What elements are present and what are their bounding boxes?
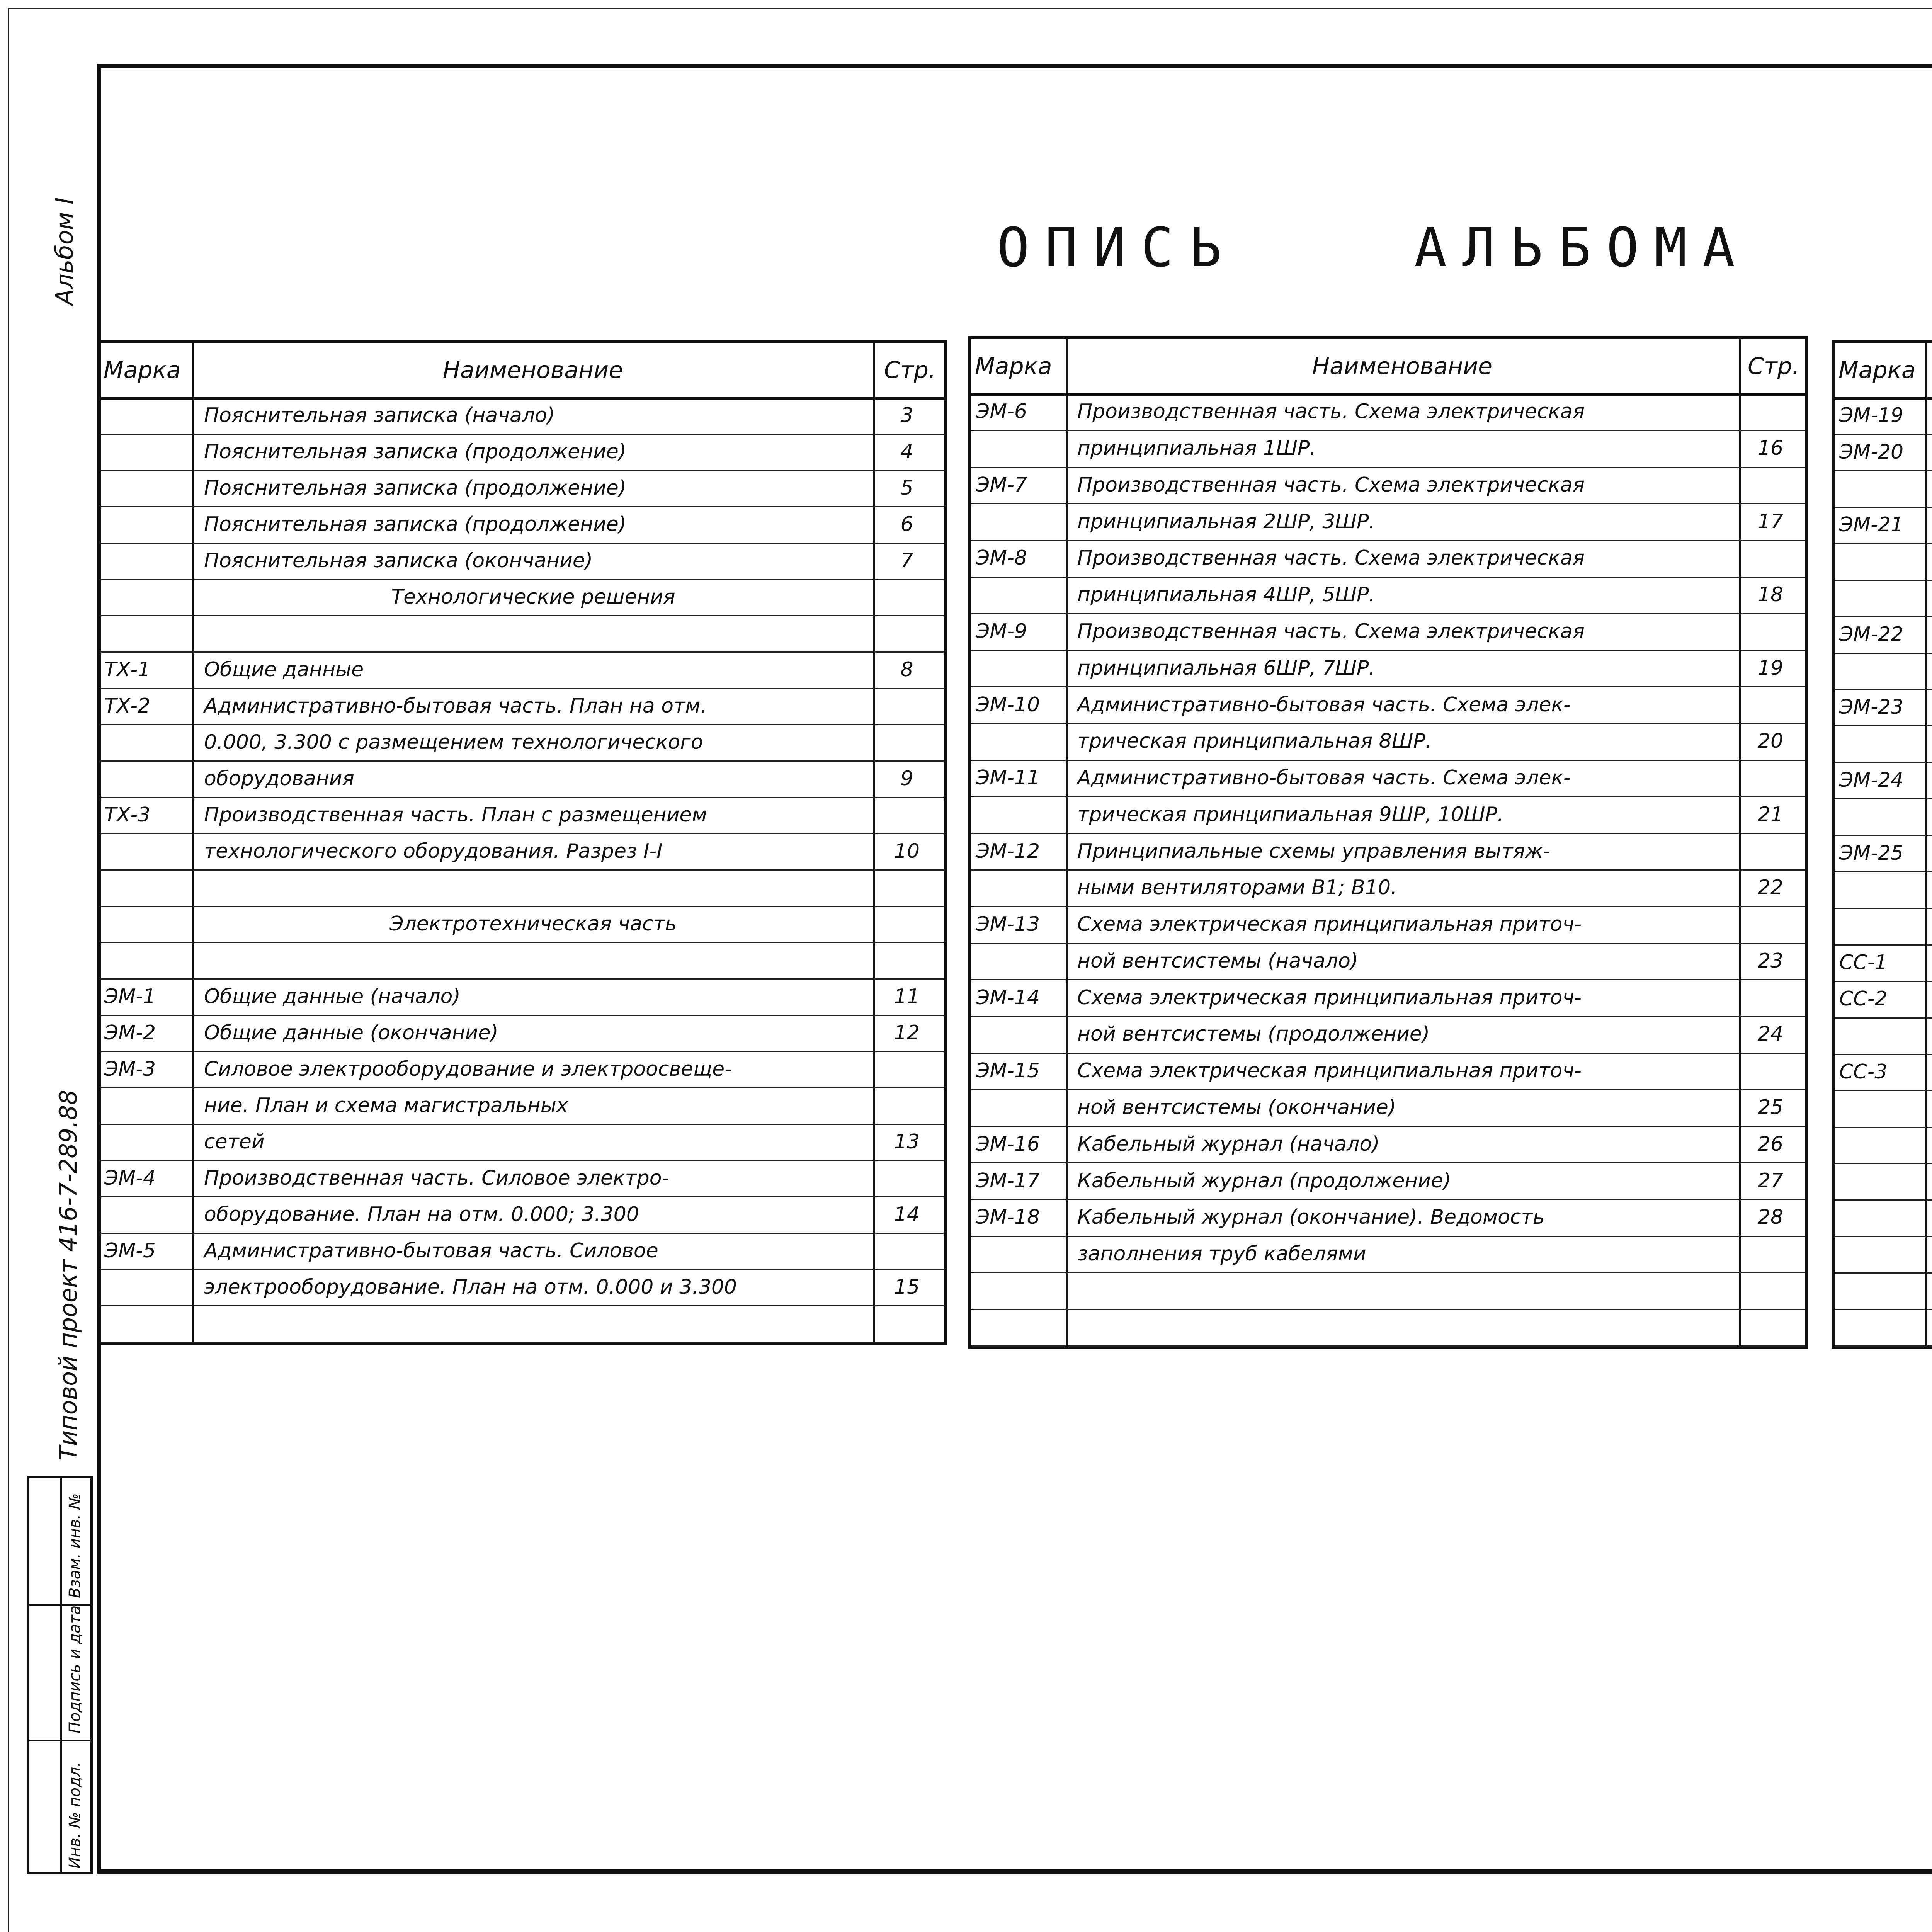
row-mark xyxy=(976,943,1063,979)
row-title: Производственная часть. Схема электрическая xyxy=(1077,546,1585,570)
row-page xyxy=(1736,467,1805,503)
row-title: ние. План и схема магистральных xyxy=(204,1094,568,1117)
page-title xyxy=(997,216,1770,286)
row-mark xyxy=(1839,1236,1922,1272)
row-mark xyxy=(1839,580,1922,616)
row-mark: ЭМ-17 xyxy=(976,1169,1040,1192)
row-page xyxy=(870,616,944,651)
row-title: принципиальная 6ШР, 7ШР. xyxy=(1077,656,1375,680)
row-mark xyxy=(1839,1273,1922,1308)
row-mark xyxy=(1839,799,1922,834)
row-title: Административно-бытовая часть. Схема элек- xyxy=(1077,693,1571,716)
row-mark xyxy=(104,724,189,760)
row-page: 7 xyxy=(900,549,913,572)
row-title: Общие данные xyxy=(204,658,364,681)
row-mark xyxy=(976,430,1063,466)
row-title: ными вентиляторами В1; В10. xyxy=(1077,876,1397,900)
header-name xyxy=(1925,352,1932,388)
row-mark xyxy=(1839,471,1922,506)
row-mark: ЭМ-13 xyxy=(976,913,1040,936)
row-mark xyxy=(1839,1127,1922,1163)
row-mark xyxy=(104,1306,189,1341)
approval-stamp xyxy=(27,1476,93,1874)
row-page xyxy=(870,724,944,760)
row-title: Пояснительная записка (окончание) xyxy=(204,549,593,572)
row-title: Пояснительная записка (продолжение) xyxy=(204,513,627,536)
row-page xyxy=(870,1233,944,1269)
row-mark xyxy=(976,797,1063,832)
row-page xyxy=(1736,1273,1805,1308)
row-title: Электротехническая часть xyxy=(389,912,677,935)
row-title: Технологические решения xyxy=(391,585,675,609)
row-page: 8 xyxy=(900,658,913,681)
row-page: 9 xyxy=(900,767,913,790)
row-page xyxy=(1736,833,1805,869)
row-mark: ЭМ-16 xyxy=(976,1132,1040,1156)
row-page xyxy=(870,906,944,942)
row-title: Административно-бытовая часть. Силовое xyxy=(204,1239,658,1262)
row-mark: ЭМ-25 xyxy=(1839,841,1904,865)
row-page: 5 xyxy=(900,476,913,500)
row-title: Производственная часть. Схема электрическая xyxy=(1077,473,1585,497)
row-title: электрооборудование. План на отм. 0.000 и 3.300 xyxy=(204,1276,737,1299)
row-page: 4 xyxy=(900,440,913,463)
row-page: 28 xyxy=(1757,1206,1784,1229)
row-page xyxy=(870,1088,944,1123)
row-title: трическая принципиальная 8ШР. xyxy=(1077,730,1432,753)
row-mark xyxy=(104,833,189,869)
row-mark: ЭМ-4 xyxy=(104,1167,156,1190)
row-page xyxy=(1736,614,1805,649)
row-mark xyxy=(104,1124,189,1160)
row-page xyxy=(870,870,944,905)
row-mark: ЭМ-7 xyxy=(976,473,1027,497)
row-mark xyxy=(1839,653,1922,689)
row-mark: ТХ-2 xyxy=(104,694,151,718)
row-page xyxy=(1736,540,1805,576)
row-title: Производственная часть. План с размещением xyxy=(204,803,707,827)
row-mark xyxy=(1839,1310,1922,1345)
row-title xyxy=(204,1306,862,1341)
row-page: 20 xyxy=(1757,730,1784,753)
stamp-label-sign: Подпись и дата xyxy=(66,1605,84,1733)
row-mark: ЭМ-18 xyxy=(976,1206,1040,1229)
row-title xyxy=(204,942,862,978)
index-table-1 xyxy=(97,340,947,1345)
row-mark: ЭМ-3 xyxy=(104,1058,156,1081)
row-mark xyxy=(976,1236,1063,1272)
row-title: 0.000, 3.300 с размещением технологического xyxy=(204,731,703,754)
row-page: 11 xyxy=(894,985,920,1008)
row-mark: ТХ-1 xyxy=(104,658,151,681)
row-title: Пояснительная записка (продолжение) xyxy=(204,476,627,500)
row-page: 15 xyxy=(894,1276,920,1299)
row-page xyxy=(1736,1236,1805,1272)
row-mark xyxy=(104,434,189,469)
row-mark: ЭМ-12 xyxy=(976,839,1040,863)
row-mark xyxy=(976,1016,1063,1052)
title-word-2: АЛЬБОМА xyxy=(1414,216,1751,279)
row-mark: ЭМ-9 xyxy=(976,620,1027,643)
row-title: Производственная часть. Силовое электро- xyxy=(204,1167,669,1190)
title-word-1: ОПИСЬ xyxy=(997,216,1237,279)
row-page: 19 xyxy=(1757,656,1784,680)
row-title: ной вентсистемы (окончание) xyxy=(1077,1096,1396,1119)
row-title: принципиальная 2ШР, 3ШР. xyxy=(1077,510,1375,533)
row-page: 25 xyxy=(1757,1096,1784,1119)
row-title: Производственная часть. Схема электрическая xyxy=(1077,400,1585,423)
row-title: Схема электрическая принципиальная приточ- xyxy=(1077,1059,1582,1083)
row-mark xyxy=(104,507,189,542)
row-title: принципиальная 1ШР. xyxy=(1077,437,1316,460)
row-mark: ЭМ-8 xyxy=(976,546,1027,570)
row-title xyxy=(1077,1310,1728,1345)
row-title: Силовое электрооборудование и электроосвеще- xyxy=(204,1058,732,1081)
row-page: 14 xyxy=(894,1203,920,1226)
row-page: 21 xyxy=(1757,803,1784,826)
row-page xyxy=(1736,760,1805,796)
header-marka: Марка xyxy=(1838,357,1916,384)
row-title: заполнения труб кабелями xyxy=(1077,1242,1366,1266)
row-mark xyxy=(1839,908,1922,944)
row-mark: СС-3 xyxy=(1839,1060,1888,1084)
row-mark: ЭМ-15 xyxy=(976,1059,1040,1083)
row-title: Кабельный журнал (окончание). Ведомость xyxy=(1077,1206,1545,1229)
row-page xyxy=(870,942,944,978)
row-title: Схема электрическая принципиальная приточ- xyxy=(1077,913,1582,936)
row-mark xyxy=(1839,1091,1922,1126)
row-mark: ЭМ-19 xyxy=(1839,404,1904,427)
row-page xyxy=(1736,1053,1805,1088)
row-page: 23 xyxy=(1757,949,1784,973)
row-mark xyxy=(976,504,1063,539)
row-title: Общие данные (начало) xyxy=(204,985,461,1008)
row-page xyxy=(870,1306,944,1341)
project-label: Типовой проект 416-7-289.88 xyxy=(54,1090,82,1461)
row-mark xyxy=(1839,1163,1922,1199)
row-title: сетей xyxy=(204,1130,265,1153)
row-mark: ЭМ-10 xyxy=(976,693,1040,716)
row-title: оборудование. План на отм. 0.000; 3.300 xyxy=(204,1203,639,1226)
row-page: 26 xyxy=(1757,1132,1784,1156)
row-mark: СС-2 xyxy=(1839,987,1888,1011)
row-title: Административно-бытовая часть. Схема элек- xyxy=(1077,766,1571,790)
row-mark xyxy=(976,650,1063,686)
row-title: Пояснительная записка (начало) xyxy=(204,404,555,427)
row-mark xyxy=(104,1269,189,1305)
row-page xyxy=(870,1051,944,1087)
row-mark: ЭМ-14 xyxy=(976,986,1040,1009)
header-name: Наименование xyxy=(1312,353,1493,380)
row-mark: ЭМ-6 xyxy=(976,400,1027,423)
row-title: Схема электрическая принципиальная приточ- xyxy=(1077,986,1582,1009)
row-mark xyxy=(104,761,189,796)
row-mark: ЭМ-23 xyxy=(1839,696,1904,719)
row-page: 12 xyxy=(894,1021,920,1044)
row-page xyxy=(1736,687,1805,723)
album-label: Альбом I xyxy=(50,197,78,305)
stamp-label-inv: Инв. № подл. xyxy=(66,1762,84,1869)
row-mark: ЭМ-20 xyxy=(1839,440,1904,464)
row-mark: ЭМ-24 xyxy=(1839,769,1904,792)
row-mark xyxy=(1839,1018,1922,1053)
row-mark xyxy=(1839,544,1922,579)
header-page: Стр. xyxy=(884,357,936,384)
row-title: Принципиальные схемы управления вытяж- xyxy=(1077,839,1551,863)
row-mark: ТХ-3 xyxy=(104,803,151,827)
row-title: оборудования xyxy=(204,767,354,790)
row-page: 6 xyxy=(900,513,913,536)
row-page: 18 xyxy=(1757,583,1784,607)
row-mark: ЭМ-11 xyxy=(976,766,1040,790)
row-page xyxy=(1736,394,1805,429)
row-page xyxy=(870,1160,944,1196)
stamp-label-replace: Взам. инв. № xyxy=(66,1493,84,1598)
row-mark xyxy=(976,577,1063,612)
row-mark xyxy=(104,1197,189,1232)
row-page xyxy=(870,797,944,833)
row-mark xyxy=(104,942,189,978)
row-mark: ЭМ-5 xyxy=(104,1239,156,1262)
row-page: 13 xyxy=(894,1130,920,1153)
row-mark: ЭМ-22 xyxy=(1839,622,1904,646)
row-title xyxy=(204,870,862,905)
row-mark xyxy=(104,579,189,615)
row-page xyxy=(870,579,944,615)
row-title: технологического оборудования. Разрез I-I xyxy=(204,840,663,863)
row-mark xyxy=(104,870,189,905)
row-page: 3 xyxy=(900,404,913,427)
row-mark xyxy=(1839,872,1922,907)
row-page xyxy=(870,688,944,724)
row-title xyxy=(1077,1273,1728,1308)
row-mark xyxy=(104,543,189,578)
row-title: трическая принципиальная 9ШР, 10ШР. xyxy=(1077,803,1504,826)
row-page: 24 xyxy=(1757,1022,1784,1046)
index-table-3 xyxy=(1832,340,1932,1349)
row-mark: ЭМ-1 xyxy=(104,985,156,1008)
index-table-2 xyxy=(968,336,1808,1349)
row-title xyxy=(204,616,862,651)
row-mark xyxy=(976,870,1063,905)
row-page: 16 xyxy=(1757,437,1784,460)
row-page: 27 xyxy=(1757,1169,1784,1192)
row-title: ной вентсистемы (начало) xyxy=(1077,949,1359,973)
row-mark xyxy=(976,723,1063,759)
row-title: Кабельный журнал (начало) xyxy=(1077,1132,1380,1156)
header-marka: Марка xyxy=(104,357,181,384)
row-mark xyxy=(104,616,189,651)
row-mark xyxy=(1839,1200,1922,1236)
row-title: Кабельный журнал (продолжение) xyxy=(1077,1169,1451,1192)
row-page: 17 xyxy=(1757,510,1784,533)
row-mark xyxy=(104,906,189,942)
row-mark xyxy=(976,1310,1063,1345)
row-mark xyxy=(104,398,189,433)
row-page: 10 xyxy=(894,840,920,863)
row-mark: ЭМ-21 xyxy=(1839,513,1904,537)
row-page xyxy=(1736,980,1805,1015)
row-mark: ЭМ-2 xyxy=(104,1021,156,1044)
row-mark xyxy=(976,1273,1063,1308)
row-title: Пояснительная записка (продолжение) xyxy=(204,440,627,463)
row-mark: СС-1 xyxy=(1839,951,1888,974)
row-mark xyxy=(1839,726,1922,762)
row-title: Административно-бытовая часть. План на отм. xyxy=(204,694,707,718)
row-title: ной вентсистемы (продолжение) xyxy=(1077,1022,1430,1046)
header-marka: Марка xyxy=(975,353,1052,380)
row-page xyxy=(1736,1310,1805,1345)
header-name: Наименование xyxy=(442,357,623,384)
row-title: Общие данные (окончание) xyxy=(204,1021,498,1044)
row-mark xyxy=(104,1088,189,1123)
header-page: Стр. xyxy=(1747,353,1799,380)
row-title: принципиальная 4ШР, 5ШР. xyxy=(1077,583,1375,607)
row-mark xyxy=(104,470,189,506)
row-page xyxy=(1736,906,1805,942)
row-mark xyxy=(976,1090,1063,1125)
row-title: Производственная часть. Схема электрическая xyxy=(1077,620,1585,643)
row-page: 22 xyxy=(1757,876,1784,900)
